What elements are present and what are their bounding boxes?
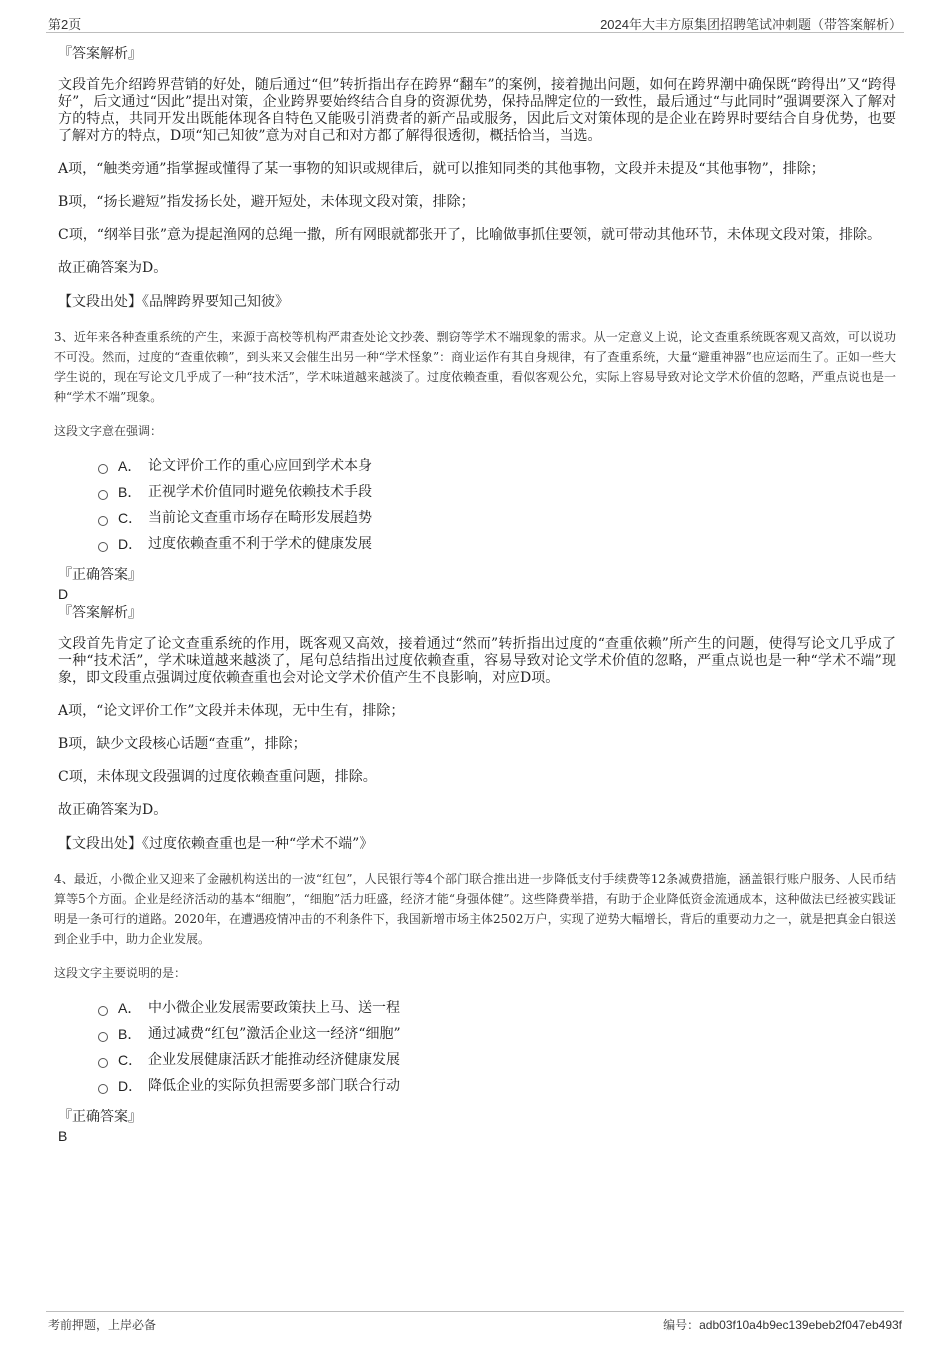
option-b[interactable]: B． 通过减费“红包”激活企业这一经济“细胞” <box>98 1021 896 1047</box>
correct-answer: B <box>58 1128 68 1144</box>
question-prompt: 这段文字主要说明的是： <box>54 966 187 980</box>
analysis-paragraph: B项，缺少文段核心话题“查重”，排除； <box>58 736 307 752</box>
option-c[interactable]: C． 企业发展健康活跃才能推动经济健康发展 <box>98 1047 896 1073</box>
radio-icon[interactable] <box>98 1084 108 1094</box>
analysis-paragraph: 故正确答案为D。 <box>58 260 168 276</box>
radio-icon[interactable] <box>98 1006 108 1016</box>
page-footer <box>46 1311 904 1334</box>
analysis-paragraph: A项，“论文评价工作”文段并未体现，无中生有，排除； <box>58 703 405 719</box>
radio-icon[interactable] <box>98 1058 108 1068</box>
option-list <box>54 995 896 1099</box>
page-header <box>46 12 904 33</box>
radio-icon[interactable] <box>98 516 108 526</box>
option-a[interactable]: A． 中小微企业发展需要政策扶上马、送一程 <box>98 995 896 1021</box>
radio-icon[interactable] <box>98 490 108 500</box>
analysis-label: 『答案解析』 <box>58 605 142 621</box>
source-citation: 【文段出处】《品牌跨界要知己知彼》 <box>58 294 289 310</box>
analysis-paragraph: C项，“纲举目张”意为提起渔网的总绳一撒，所有网眼就都张开了，比喻做事抓住要领，就可带动其他环节，未体现文段对策，排除。 <box>58 227 882 243</box>
radio-icon[interactable] <box>98 464 108 474</box>
analysis-paragraph: 故正确答案为D。 <box>58 802 168 818</box>
analysis-paragraph: A项，“触类旁通”指掌握或懂得了某一事物的知识或规律后，就可以推知同类的其他事物，文段并未提及“其他事物”，排除； <box>58 161 825 177</box>
option-d[interactable]: D． 过度依赖查重不利于学术的健康发展 <box>98 531 896 557</box>
option-list <box>54 453 896 557</box>
page-number: 第2页 <box>48 17 82 32</box>
document-title: 2024年大丰方原集团招聘笔试冲刺题（带答案解析） <box>600 17 902 32</box>
radio-icon[interactable] <box>98 542 108 552</box>
analysis-label: 『答案解析』 <box>58 46 142 62</box>
question-text: 4、最近，小微企业又迎来了金融机构送出的一波“红包”，人民银行等4个部门联合推出进一步降低支付手续费等12条减费措施，涵盖银行账户服务、人民币结算等5个方面。企业是经济活动的基本“细胞”，“细胞”活力旺盛，经济才能“身强体健”。这些降费举措，有助于企业降低资金流通成本，这种做法已经被实践证明是一条可行的道路。2020年，在遭遇疫情冲击的不利条件下，我国新增市场主体2502万户，实现了逆势大幅增长，背后的重要动力之一，就是把真金白银送到企业手中，助力企业发展。 <box>54 872 896 946</box>
document-code: 编号：adb03f10a4b9ec139ebeb2f047eb493f <box>663 1318 902 1332</box>
option-d[interactable]: D． 降低企业的实际负担需要多部门联合行动 <box>98 1073 896 1099</box>
analysis-paragraph: 文段首先肯定了论文查重系统的作用，既客观又高效，接着通过“然而”转折指出过度的“查重依赖”所产生的问题，使得写论文几乎成了一种“技术活”，学术味道越来越淡了，尾句总结指出过度依赖查重，容易导致对论文学术价值的忽略，严重点说也是一种“学术不端”现象，即文段重点强调过度依赖查重也会对论文学术价值产生不良影响，对应D项。 <box>58 636 896 686</box>
footer-slogan: 考前押题，上岸必备 <box>48 1318 157 1332</box>
correct-answer: D <box>58 586 69 602</box>
page-content <box>54 44 896 1145</box>
option-c[interactable]: C． 当前论文查重市场存在畸形发展趋势 <box>98 505 896 531</box>
analysis-paragraph: 文段首先介绍跨界营销的好处，随后通过“但”转折指出存在跨界“翻车”的案例，接着抛出问题，如何在跨界潮中确保既“跨得出”又“跨得好”，后文通过“因此”提出对策，企业跨界要始终结合自身的资源优势，保持品牌定位的一致性，最后通过“与此同时”强调要深入了解对方的特点，共同开发出既能体现各自特色又能吸引消费者的新产品或服务，因此后文对策体现的是企业在跨界时要结合自身优势，也要了解对方的特点，D项“知己知彼”意为对自己和对方都了解得很透彻，概括恰当，当选。 <box>58 77 896 144</box>
option-a[interactable]: A． 论文评价工作的重心应回到学术本身 <box>98 453 896 479</box>
question-text: 3、近年来各种查重系统的产生，来源于高校等机构严肃查处论文抄袭、剽窃等学术不端现象的需求。从一定意义上说，论文查重系统既客观又高效，可以说功不可没。然而，过度的“查重依赖”，到头来又会催生出另一种“学术怪象”：商业运作有其自身规律，有了查重系统，大量“避重神器”也应运而生了。正如一些大学生说的，现在写论文几乎成了一种“技术活”，学术味道越来越淡了。过度依赖查重，看似客观公允，实际上容易导致对论文学术价值的忽略，严重点说也是一种“学术不端”现象。 <box>54 330 896 404</box>
correct-answer-label: 『正确答案』 <box>58 1109 142 1125</box>
radio-icon[interactable] <box>98 1032 108 1042</box>
option-b[interactable]: B． 正视学术价值同时避免依赖技术手段 <box>98 479 896 505</box>
correct-answer-label: 『正确答案』 <box>58 567 142 583</box>
analysis-paragraph: C项，未体现文段强调的过度依赖查重问题，排除。 <box>58 769 377 785</box>
source-citation: 【文段出处】《过度依赖查重也是一种“学术不端”》 <box>58 836 374 852</box>
question-prompt: 这段文字意在强调： <box>54 424 163 438</box>
analysis-paragraph: B项，“扬长避短”指发扬长处，避开短处，未体现文段对策，排除； <box>58 194 475 210</box>
